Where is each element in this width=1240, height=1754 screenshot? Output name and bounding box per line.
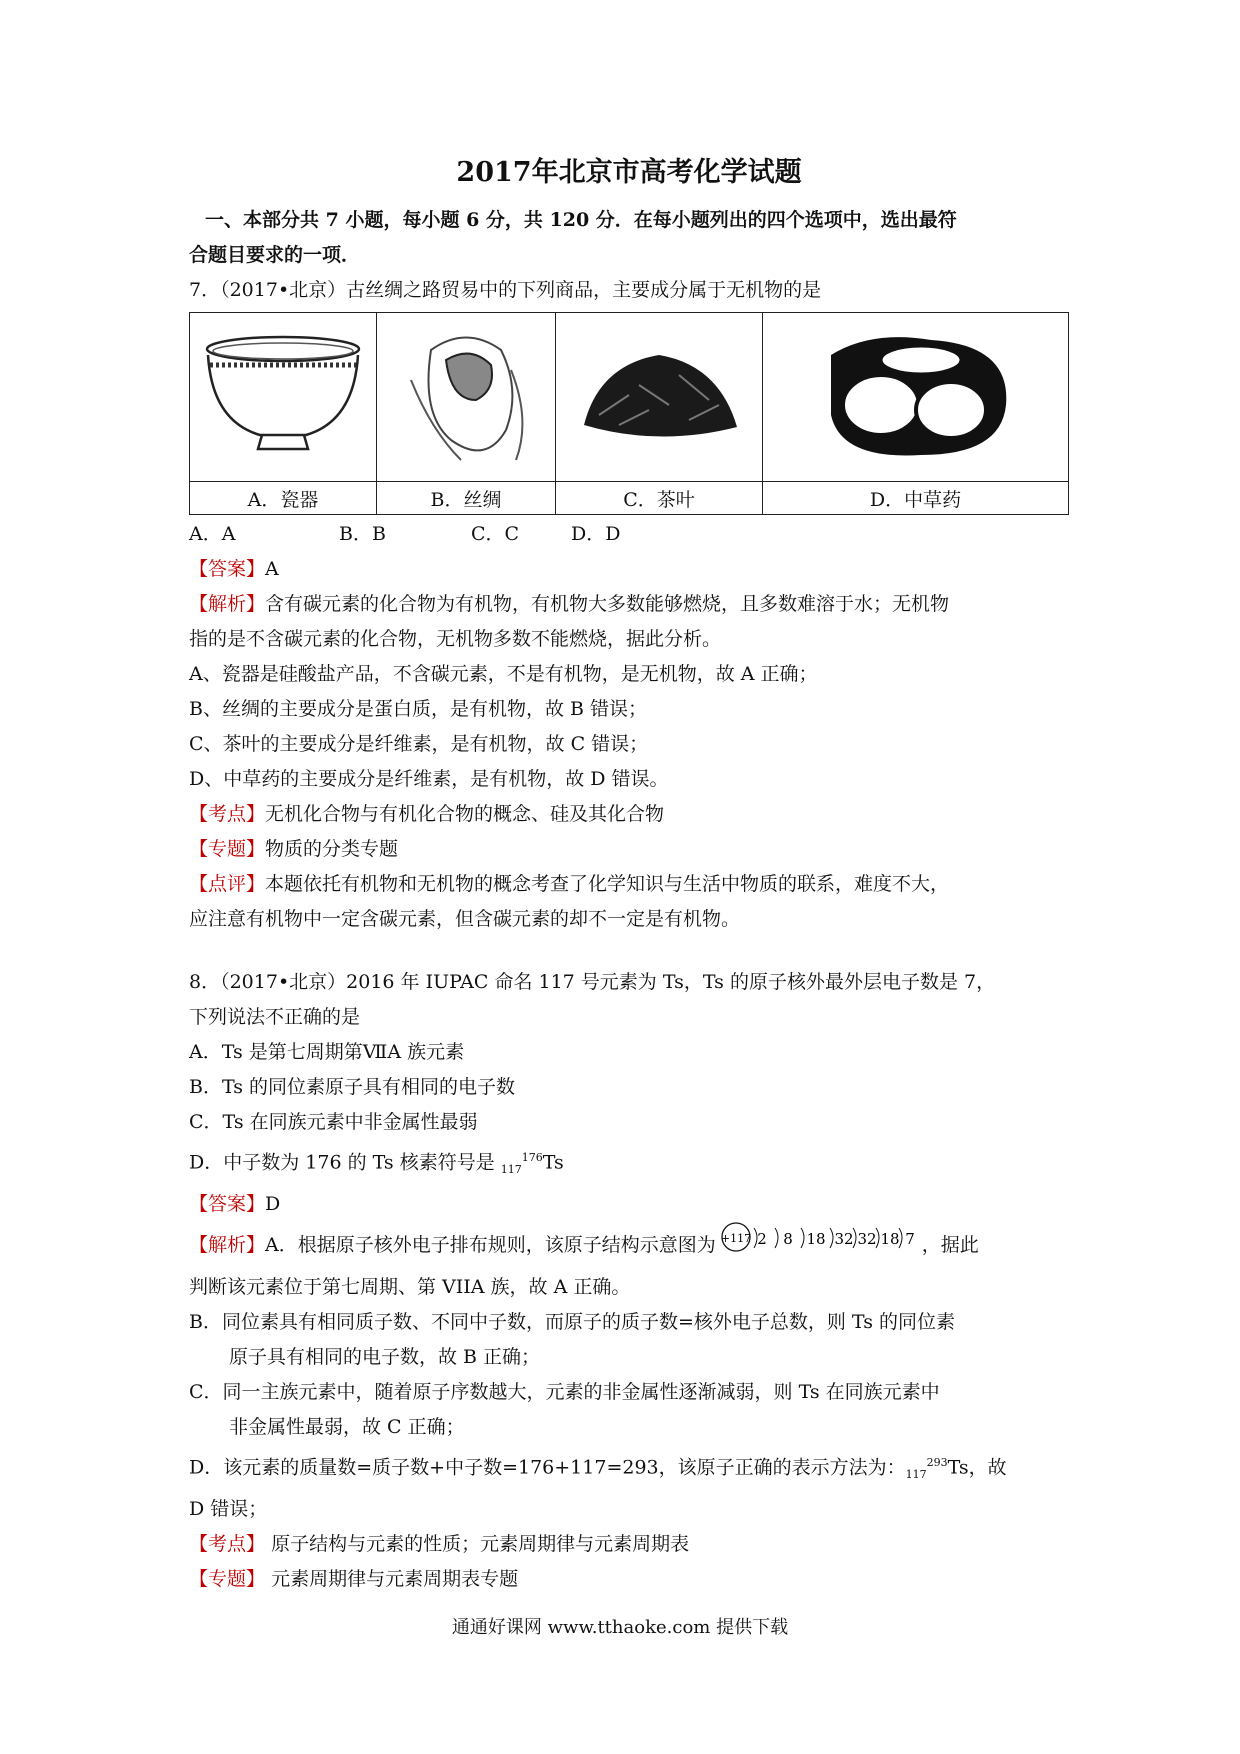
option-d-text: D．中子数为 176 的 Ts 核素符号是 [189, 1151, 501, 1174]
q7-image-table [189, 312, 1069, 515]
shell-3: 18 [806, 1230, 826, 1249]
analysis-text: 含有碳元素的化合物为有机物，有机物大多数能够燃烧，且多数难溶于水；无机物 [265, 593, 950, 615]
q8-topic [189, 1562, 1069, 1597]
comment-tag: 【点评】 [189, 873, 266, 895]
q8-stem-line1: 8．（2017•北京）2016 年 IUPAC 命名 117 号元素为 Ts，Ts 的原子核外最外层电子数是 7， [189, 971, 996, 993]
answer-tag: 【答案】 [189, 1193, 266, 1216]
caption-porcelain: A．瓷器 [190, 482, 377, 515]
q7-analysis-c: C、茶叶的主要成分是纤维素，是有机物，故 C 错误； [189, 733, 649, 755]
q7-analysis-a: A、瓷器是硅酸盐产品，不含碳元素，不是有机物，是无机物，故 A 正确； [189, 663, 818, 685]
choice-c: C．C [471, 523, 520, 545]
point-text: 原子结构与元素的性质；元素周期律与元素周期表 [271, 1533, 690, 1556]
shell-1: 2 [756, 1230, 767, 1249]
porcelain-bowl-image [190, 313, 377, 482]
atomic-number: 117 [905, 1468, 927, 1482]
q8-analysis-a [189, 1222, 1069, 1270]
analysis-a-post: ，据此 [921, 1234, 979, 1257]
q7-analysis-d: D、中草药的主要成分是纤维素，是有机物，故 D 错误。 [189, 768, 669, 790]
choice-b: B．B [339, 523, 386, 545]
choice-d: D．D [571, 523, 621, 545]
tea-leaves-image [556, 313, 763, 482]
mass-number: 176 [521, 1151, 543, 1164]
q7-analysis-b: B、丝绸的主要成分是蛋白质，是有机物，故 B 错误； [189, 698, 648, 720]
analysis-d-text: D．该元素的质量数=质子数+中子数=176+117=293，该原子正确的表示方法为： [189, 1456, 906, 1479]
point-text: 无机化合物与有机化合物的概念、硅及其化合物 [265, 803, 665, 825]
shell-4: 32 [834, 1230, 854, 1249]
q8-analysis-c-line1: C．同一主族元素中，随着原子序数越大，元素的非金属性逐渐减弱，则 Ts 在同族元素中 [189, 1381, 940, 1404]
caption-tea: C．茶叶 [556, 482, 763, 515]
q7-comment [189, 867, 1069, 902]
analysis-a-text: A．根据原子核外电子排布规则，该原子结构示意图为 [265, 1234, 716, 1257]
caption-herbal-medicine: D．中草药 [763, 482, 1069, 515]
answer-value: A [265, 558, 279, 580]
point-tag: 【考点】 [189, 1533, 266, 1556]
answer-value: D [265, 1193, 281, 1216]
topic-text: 元素周期律与元素周期表专题 [271, 1568, 519, 1591]
shell-7: 7 [904, 1230, 915, 1249]
content [189, 150, 1069, 1597]
mass-number: 293 [926, 1456, 948, 1470]
q7-answer [189, 552, 1069, 587]
q8-option-a: A．Ts 是第七周期第ⅦA 族元素 [189, 1041, 465, 1063]
shell-5: 32 [857, 1230, 877, 1249]
atomic-number: 117 [500, 1163, 522, 1177]
section-heading-line2: 合题目要求的一项． [189, 244, 361, 266]
topic-tag: 【专题】 [189, 838, 266, 860]
answer-tag: 【答案】 [189, 558, 266, 580]
q8-option-c: C．Ts 在同族元素中非金属性最弱 [189, 1111, 478, 1133]
q7-analysis [189, 587, 1069, 622]
q7-stem: 7．（2017•北京）古丝绸之路贸易中的下列商品，主要成分属于无机物的是 [189, 279, 822, 301]
page-title: 2017年北京市高考化学试题 [456, 157, 802, 188]
shell-2: 8 [782, 1230, 793, 1249]
analysis-tag: 【解析】 [189, 593, 266, 615]
q8-analysis-c-line2: 非金属性最弱，故 C 正确； [229, 1416, 465, 1439]
q8-analysis-b-line2: 原子具有相同的电子数，故 B 正确； [229, 1346, 541, 1369]
topic-text: 物质的分类专题 [265, 838, 399, 860]
q8-stem-line2: 下列说法不正确的是 [189, 1006, 361, 1028]
herbal-medicine-image [763, 313, 1069, 482]
q7-comment-line2: 应注意有机物中一定含碳元素，但含碳元素的却不一定是有机物。 [189, 908, 741, 930]
q7-choices [189, 517, 1069, 552]
q8-option-d [189, 1140, 1069, 1187]
atomic-structure-diagram [720, 1222, 918, 1270]
q8-analysis-b-line1: B．同位素具有相同质子数、不同中子数，而原子的质子数=核外电子总数，则 Ts 的同位素 [189, 1311, 956, 1334]
analysis-tag: 【解析】 [189, 1234, 266, 1257]
q8-point [189, 1527, 1069, 1562]
q8-analysis-d-line2: D 错误； [189, 1498, 268, 1521]
silk-image [377, 313, 556, 482]
q8-analysis-d-line1 [189, 1445, 1069, 1492]
analysis-d-post: Ts，故 [947, 1456, 1007, 1479]
topic-tag: 【专题】 [189, 1568, 266, 1591]
q7-topic [189, 832, 1069, 867]
point-tag: 【考点】 [189, 803, 266, 825]
choice-a: A．A [189, 523, 236, 545]
caption-silk: B．丝绸 [377, 482, 556, 515]
element-symbol: Ts [542, 1151, 564, 1174]
q8-answer [189, 1187, 1069, 1222]
section-heading-line1: 一、本部分共 7 小题，每小题 6 分，共 120 分．在每小题列出的四个选项中，选出最符 [205, 209, 957, 231]
shell-6: 18 [880, 1230, 900, 1249]
nucleus-label: +117 [720, 1232, 751, 1246]
q7-analysis-line2: 指的是不含碳元素的化合物，无机物多数不能燃烧，据此分析。 [189, 628, 722, 650]
q7-point [189, 797, 1069, 832]
q8-option-b: B．Ts 的同位素原子具有相同的电子数 [189, 1076, 516, 1098]
page-footer: 通通好课网 www.tthaoke.com 提供下载 [451, 1617, 789, 1638]
q8-analysis-a-line2: 判断该元素位于第七周期、第 VIIA 族，故 A 正确。 [189, 1276, 631, 1299]
comment-text: 本题依托有机物和无机物的概念考查了化学知识与生活中物质的联系，难度不大， [265, 873, 950, 895]
